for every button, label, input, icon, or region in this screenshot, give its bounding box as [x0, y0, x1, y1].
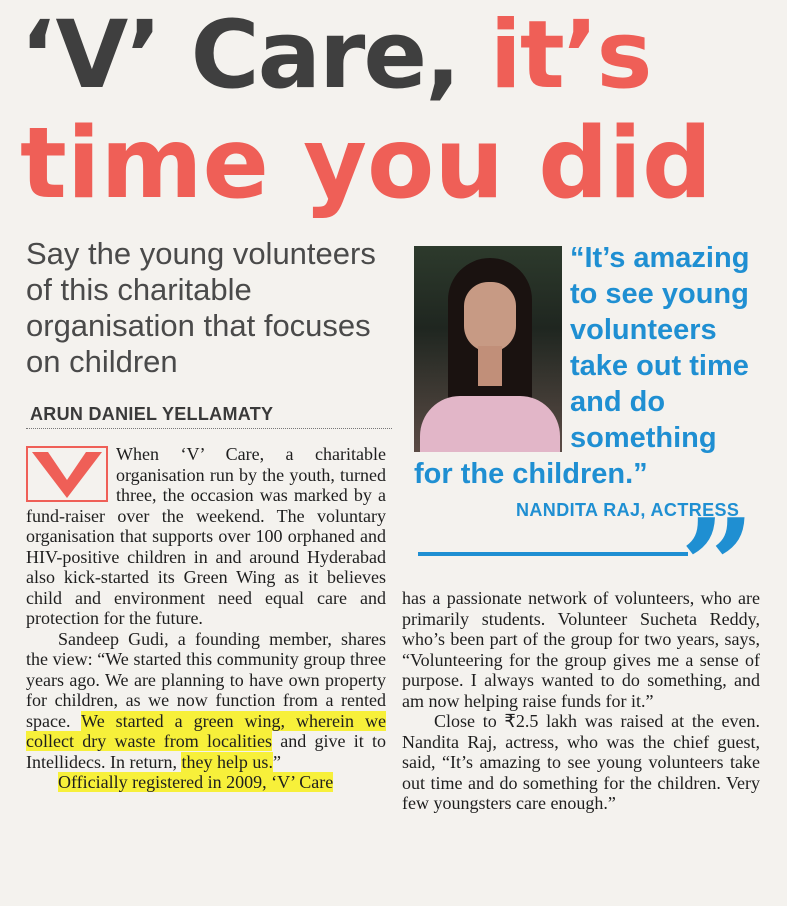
- headline-part-1: ‘V’ Care,: [20, 1, 490, 110]
- article-paragraph: [26, 772, 386, 793]
- pull-quote-line: to see young: [570, 278, 749, 310]
- byline: ARUN DANIEL YELLAMATY: [30, 404, 274, 424]
- pull-quote-attribution: NANDITA RAJ, ACTRESS: [516, 500, 740, 520]
- highlighted-text: they help us.: [181, 751, 273, 772]
- pull-quote-line: take out time: [570, 350, 749, 382]
- quote-divider-bar: [418, 552, 688, 556]
- portrait-photo: [414, 246, 562, 452]
- pull-quote-line: and do: [570, 386, 666, 418]
- pull-quote-line: for the children.”: [414, 458, 648, 490]
- dropcap-v-icon: [26, 446, 108, 502]
- closing-quote-icon: ”: [680, 490, 755, 643]
- headline-line-2: time you did: [20, 107, 713, 221]
- highlighted-text: We started a green wing, wherein we collect dry waste from localities: [26, 710, 386, 751]
- pull-quote-line: volunteers: [570, 314, 717, 346]
- article-paragraph: Close to ₹2.5 lakh was raised at the even. Nandita Raj, actress, who was the chief guest, said, “It’s amazing to see young volunteers take out time and do something for the children. Very few youngsters care enough.”: [402, 711, 760, 813]
- article-column-2: [402, 588, 760, 814]
- headline: [20, 1, 780, 221]
- subheadline: Say the young volunteers of this charitable organisation that focuses on children: [26, 236, 376, 379]
- pull-quote-line: “It’s amazing: [570, 242, 750, 274]
- byline-divider: [26, 428, 392, 429]
- article-column-1: [26, 444, 386, 793]
- article-paragraph: When ‘V’ Care, a charitable organisation run by the youth, turned three, the occasion was marked by a fund-raiser over the weekend. The voluntary organisation that supports over 100 orphaned and HIV-positive children in and around Hyderabad also kick-started its Green Wing as it believes child and environment need equal care and protection for the future.: [26, 444, 386, 628]
- headline-line-1: [20, 2, 780, 110]
- article-paragraph: Sandeep Gudi, a founding member, shares the view: “We started this community group three years ago. We are planning to have own property for children, as we now function from a rented space. We started a green wing, wherein we collect dry waste from localities and give it to Intellidecs. In return, they help us.”: [26, 628, 386, 772]
- highlighted-text: Officially registered in 2009, ‘V’ Care: [58, 772, 334, 792]
- headline-part-2: it’s: [489, 1, 651, 110]
- article-paragraph: has a passionate network of volunteers, who are primarily students. Volunteer Sucheta Reddy, who’s been part of the group for two years, says, “Volunteering for the group gives me a sense of purpose. I always wanted to do something, and am now helping raise funds for it.”: [402, 588, 760, 711]
- pull-quote-line: something: [570, 422, 717, 454]
